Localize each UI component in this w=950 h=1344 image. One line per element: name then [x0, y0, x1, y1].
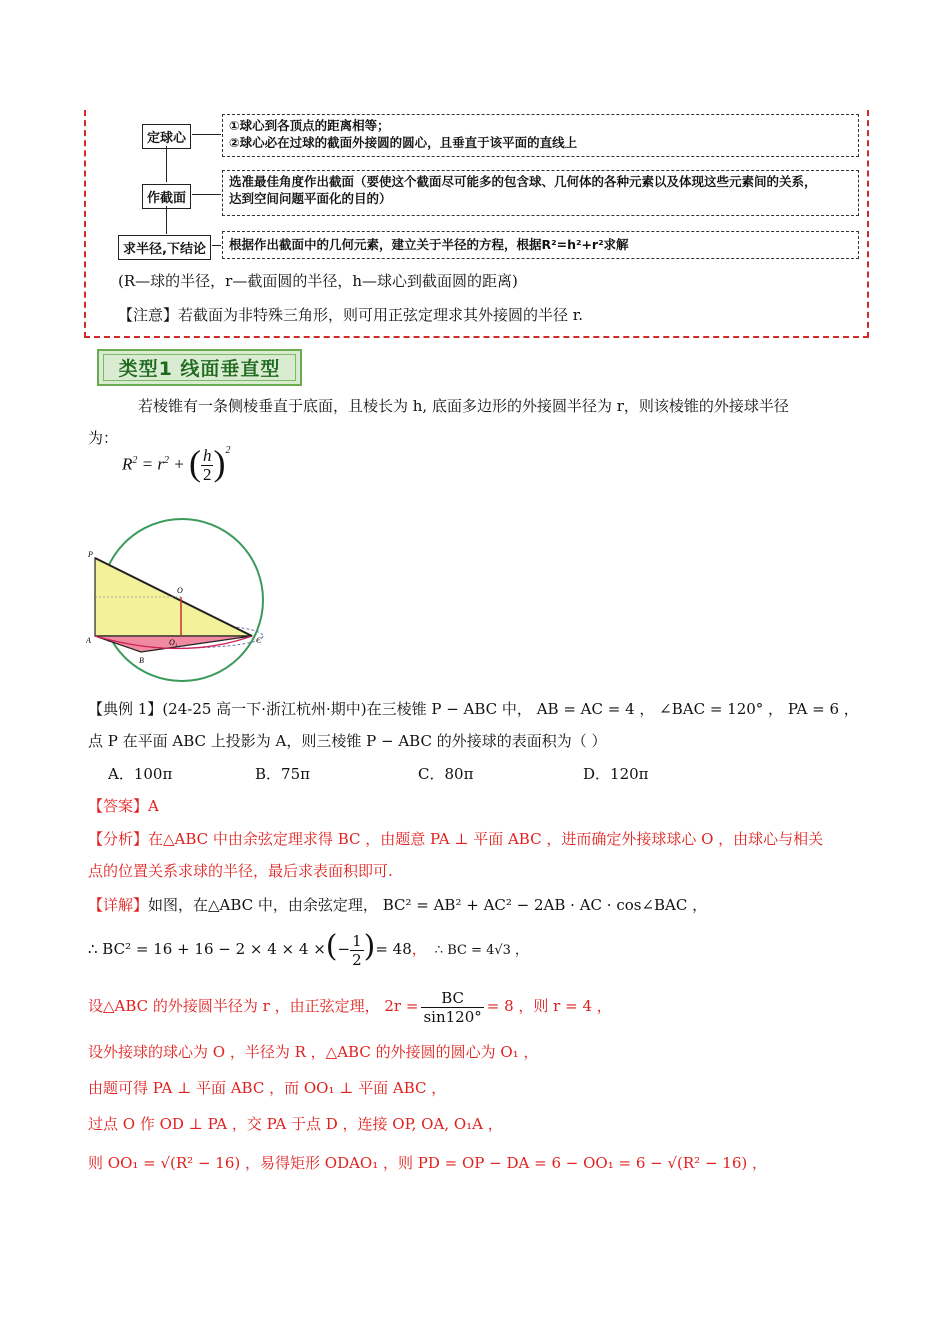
down-arrow [166, 206, 167, 234]
frac-num: h [202, 446, 212, 466]
label-C: C [256, 636, 262, 645]
formula-sup3: 2 [225, 445, 231, 456]
option-c: C．80π [418, 765, 474, 783]
frac-num: BC [421, 989, 483, 1008]
example-tag: 【典例 1】 [88, 700, 163, 718]
detail-line3-right: = 8 ，则 r = 4 ， [486, 997, 612, 1015]
frac-den: 2 [352, 950, 362, 969]
frac-den: sin120° [423, 1007, 482, 1026]
detail-line4: 设外接球的球心为 O ，半径为 R ，△ABC 的外接圆的圆心为 O₁ ， [88, 1043, 539, 1061]
intro-line2: 为： [88, 429, 119, 447]
detail-line2-left: ∴ BC² = 16 + 16 − 2 × 4 × 4 × [88, 940, 326, 958]
detail-line6: 过点 O 作 OD ⊥ PA ，交 PA 于点 D ，连接 OP, OA, O₁A ， [88, 1115, 503, 1133]
formula-sup: 2 [132, 455, 138, 466]
answer-line [88, 796, 159, 816]
step2-line2: 达到空间问题平面化的目的） [229, 191, 392, 206]
option-b: B．75π [255, 765, 310, 783]
type-banner-title: 类型1 线面垂直型 [103, 354, 296, 381]
detail-line7: 则 OO₁ = √(R² − 16) ，易得矩形 ODAO₁ ，则 PD = OP − DA = 6 − OO₁ = 6 − √(R² − 16) ， [88, 1154, 767, 1172]
formula-frac [201, 447, 214, 484]
answer-tag: 【答案】 [88, 797, 149, 815]
option-a: A．100π [108, 765, 173, 783]
label-B: B [139, 656, 144, 665]
connector [192, 134, 221, 135]
step-label-radius: 求半径,下结论 [118, 235, 211, 260]
detail-line3-left: 设△ABC 的外接圆半径为 r ，由正弦定理， 2r = [88, 997, 419, 1015]
sphere-pyramid-figure [86, 515, 278, 685]
detail-line2-frac [350, 932, 364, 969]
detail-line2-bc: ∴ BC = 4√3 ， [434, 943, 529, 958]
formula-eq: = r [137, 454, 164, 474]
radius-formula: $R^2 = r^2$ + ( $\frac{h}{2}$ )$^2$ [122, 442, 231, 485]
step-label-section: 作截面 [142, 184, 191, 209]
detail-line2: ∴ BC² = 16 + 16 − 2 × 4 × 4 ×(− $\frac{1}{2}$ )= 48， ∴ BC = 4√3 ， [88, 929, 529, 969]
detail-tag: 【详解】 [88, 896, 149, 914]
label-P: P [88, 550, 93, 559]
label-O1: O₁ [169, 638, 178, 647]
example-line2: 点 P 在平面 ABC 上投影为 A，则三棱锥 P − ABC 的外接球的表面积为（ ） [88, 732, 607, 750]
detail-line2-result: = 48 [375, 940, 412, 958]
formula-plus: + [168, 454, 189, 474]
step1-line1: ①球心到各顶点的距离相等； [229, 118, 390, 133]
detail-line3-frac [421, 989, 483, 1026]
detail-line3 [88, 984, 612, 1028]
label-O: O [177, 586, 183, 595]
answer-value: A [148, 797, 159, 815]
example-question: 在三棱锥 P − ABC 中， AB = AC = 4 ， ∠BAC = 120° ， PA = 6 ， [366, 700, 859, 718]
down-arrow [166, 146, 167, 182]
intro-line1: 若棱锥有一条侧棱垂直于底面，且棱长为 h, 底面多边形的外接圆半径为 r，则该棱锥的外接球半径 [138, 397, 789, 415]
detail-text1: 如图，在△ABC 中，由余弦定理， BC² = AB² + AC² − 2AB · AC · cos∠BAC ， [148, 896, 708, 914]
connector [192, 194, 221, 195]
example-line1 [88, 699, 859, 719]
step-label-find-center: 定球心 [142, 124, 191, 149]
step3-description: 根据作出截面中的几何元素，建立关于半径的方程，根据R²=h²+r²求解 [222, 231, 859, 259]
option-d: D．120π [583, 765, 649, 783]
formula-R: R [122, 454, 133, 474]
legend-text: (R—球的半径，r—截面圆的半径，h—球心到截面圆的距离) [118, 272, 518, 290]
step1-description [222, 114, 859, 157]
frac-den: 2 [202, 465, 212, 485]
analysis-text1: 在△ABC 中由余弦定理求得 BC ，由题意 PA ⊥ 平面 ABC ，进而确定外接球球心 O ，由球心与相关 [148, 830, 824, 848]
step1-line2: ②球心必在过球的截面外接圆的圆心，且垂直于该平面的直线上 [229, 135, 578, 150]
frac-num: 1 [352, 931, 362, 950]
note-text: 【注意】若截面为非特殊三角形，则可用正弦定理求其外接圆的半径 r. [118, 306, 584, 324]
example-source: (24-25 高一下·浙江杭州·期中) [162, 700, 367, 718]
formula-sup2: 2 [163, 455, 169, 466]
analysis-line2: 点的位置关系求球的半径，最后求表面积即可. [88, 862, 393, 880]
connector [212, 245, 221, 246]
step2-line1: 选准最佳角度作出截面（要使这个截面尽可能多的包含球、几何体的各种元素以及体现这些元素间的关系， [229, 174, 817, 189]
label-A: A [86, 636, 91, 645]
analysis-line1 [88, 829, 823, 849]
type-banner [97, 349, 302, 386]
analysis-tag: 【分析】 [88, 830, 149, 848]
step2-description [222, 170, 859, 216]
detail-line5: 由题可得 PA ⊥ 平面 ABC ，而 OO₁ ⊥ 平面 ABC ， [88, 1079, 447, 1097]
detail-line1 [88, 895, 707, 915]
